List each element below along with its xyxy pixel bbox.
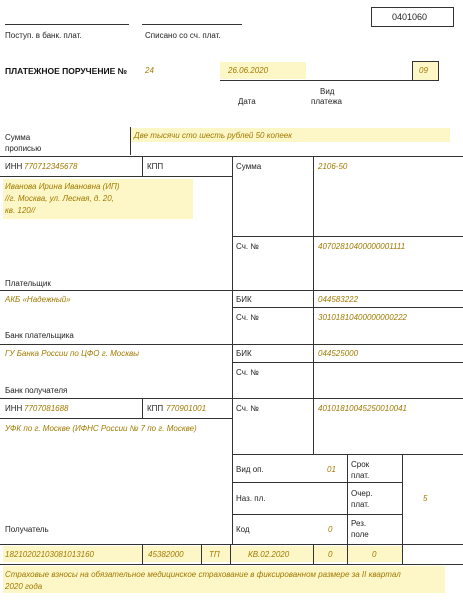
- term-label-1: Срок: [351, 460, 370, 469]
- tax-divider-1: [142, 544, 143, 564]
- document-number: 24: [145, 66, 154, 75]
- kpp-divider-bottom: [142, 398, 143, 418]
- op-type: 01: [327, 465, 336, 474]
- payment-type-label-1: Вид: [320, 87, 335, 96]
- payee-bank-bik: 044525000: [318, 349, 359, 358]
- oktmo: 45382000: [148, 550, 184, 559]
- payee-name: УФК по г. Москве (ИФНС России № 7 по г. Москве): [5, 424, 197, 433]
- received-label: Поступ. в банк. плат.: [5, 31, 82, 40]
- payee-label: Получатель: [5, 525, 49, 534]
- payer-name-line-2: //г. Москва, ул. Лесная, д. 20,: [5, 194, 114, 203]
- purpose-line-1: Страховые взносы на обязательное медицинское страхование в фиксированном размере за II квартал: [5, 570, 401, 579]
- payer-bank-name: АКБ «Надежный»: [5, 295, 71, 304]
- payment-basis: ТП: [209, 550, 220, 559]
- tax-bottom-line: [0, 564, 463, 565]
- term-label-2: плат.: [351, 471, 370, 480]
- code-label: Код: [236, 525, 250, 534]
- payer-bank-sum-line: [232, 236, 463, 237]
- tax-divider-4: [313, 544, 314, 564]
- amount-words-label-2: прописью: [5, 144, 42, 153]
- payment-order: 5: [423, 494, 428, 503]
- reserve-label-2: поле: [351, 530, 369, 539]
- payee-bank-label: Банк получателя: [5, 386, 68, 395]
- op-type-label: Вид оп.: [236, 465, 264, 474]
- payee-kpp-label: КПП: [147, 404, 164, 413]
- payer-bank-bik-line: [232, 307, 463, 308]
- payee-inn: 7707081688: [24, 404, 69, 413]
- payee-account-label: Сч. №: [236, 404, 259, 413]
- tax-divider-3: [230, 544, 231, 564]
- payer-bank-account-label: Сч. №: [236, 313, 259, 322]
- form-code: 0401060: [392, 12, 428, 22]
- doc-date: 0: [372, 550, 377, 559]
- purpose-code-label: Наз. пл.: [236, 494, 266, 503]
- order-label-1: Очер.: [351, 489, 373, 498]
- payer-label: Плательщик: [5, 279, 51, 288]
- payee-bank-bik-label: БИК: [236, 349, 252, 358]
- payee-bank-name: ГУ Банка России по ЦФО г. Москвы: [5, 349, 140, 358]
- code-row-line: [232, 514, 402, 515]
- reserve-label-1: Рез.: [351, 519, 367, 528]
- payer-bank-account: 30101810400000000222: [318, 313, 407, 322]
- tax-top-line: [0, 544, 463, 545]
- tax-period: КВ.02.2020: [248, 550, 290, 559]
- payer-account-label: Сч. №: [236, 242, 259, 251]
- payer-bank-label: Банк плательщика: [5, 331, 74, 340]
- main-divider: [232, 156, 233, 544]
- kpp-divider-top: [142, 156, 143, 176]
- date-underline: [220, 80, 306, 81]
- status-code: 09: [419, 66, 428, 75]
- payee-bank-bik-line: [232, 362, 463, 363]
- date-label: Дата: [238, 97, 256, 106]
- op-right-divider: [402, 454, 403, 544]
- purpose-line-2: 2020 года: [5, 582, 43, 591]
- tax-divider-2: [201, 544, 202, 564]
- debited-line: [142, 24, 242, 25]
- payer-account: 40702810400000001111: [318, 242, 406, 251]
- kbk: 18210202103081013160: [5, 550, 94, 559]
- payer-name-line: [0, 176, 232, 177]
- op-mid-divider: [347, 454, 348, 544]
- payee-inn-label: ИНН: [5, 404, 23, 413]
- value-divider: [313, 156, 314, 454]
- payer-sum: 2106-50: [318, 162, 348, 171]
- order-label-2: плат.: [351, 500, 370, 509]
- payer-sum-label: Сумма: [236, 162, 262, 171]
- payer-inn: 770712345678: [24, 162, 78, 171]
- payer-bank-bik-label: БИК: [236, 295, 252, 304]
- document-date: 26.06.2020: [228, 66, 269, 75]
- payee-kpp: 770901001: [166, 404, 207, 413]
- payer-bank-bik: 044583222: [318, 295, 359, 304]
- payee-name-line: [0, 418, 232, 419]
- amount-words-value: Две тысячи сто шесть рублей 50 копеек: [134, 131, 293, 140]
- payee-bank-account-label: Сч. №: [236, 368, 259, 377]
- debited-label: Списано со сч. плат.: [145, 31, 221, 40]
- payment-type-underline: [306, 80, 412, 81]
- document-title: ПЛАТЕЖНОЕ ПОРУЧЕНИЕ №: [5, 66, 128, 76]
- payer-name-line-1: Иванова Ирина Ивановна (ИП): [5, 182, 120, 191]
- tax-divider-6: [402, 544, 403, 564]
- payment-type-label-2: платежа: [311, 97, 343, 106]
- payment-code: 0: [328, 525, 333, 534]
- payer-name-line-3: кв. 120//: [5, 206, 36, 215]
- payer-inn-label: ИНН: [5, 162, 23, 171]
- payer-kpp-label: КПП: [147, 162, 164, 171]
- received-line: [5, 24, 129, 25]
- doc-number: 0: [328, 550, 333, 559]
- op-row-line: [232, 482, 402, 483]
- amount-words-label-1: Сумма: [5, 133, 31, 142]
- payee-account: 40101810045250010041: [318, 404, 407, 413]
- tax-divider-5: [347, 544, 348, 564]
